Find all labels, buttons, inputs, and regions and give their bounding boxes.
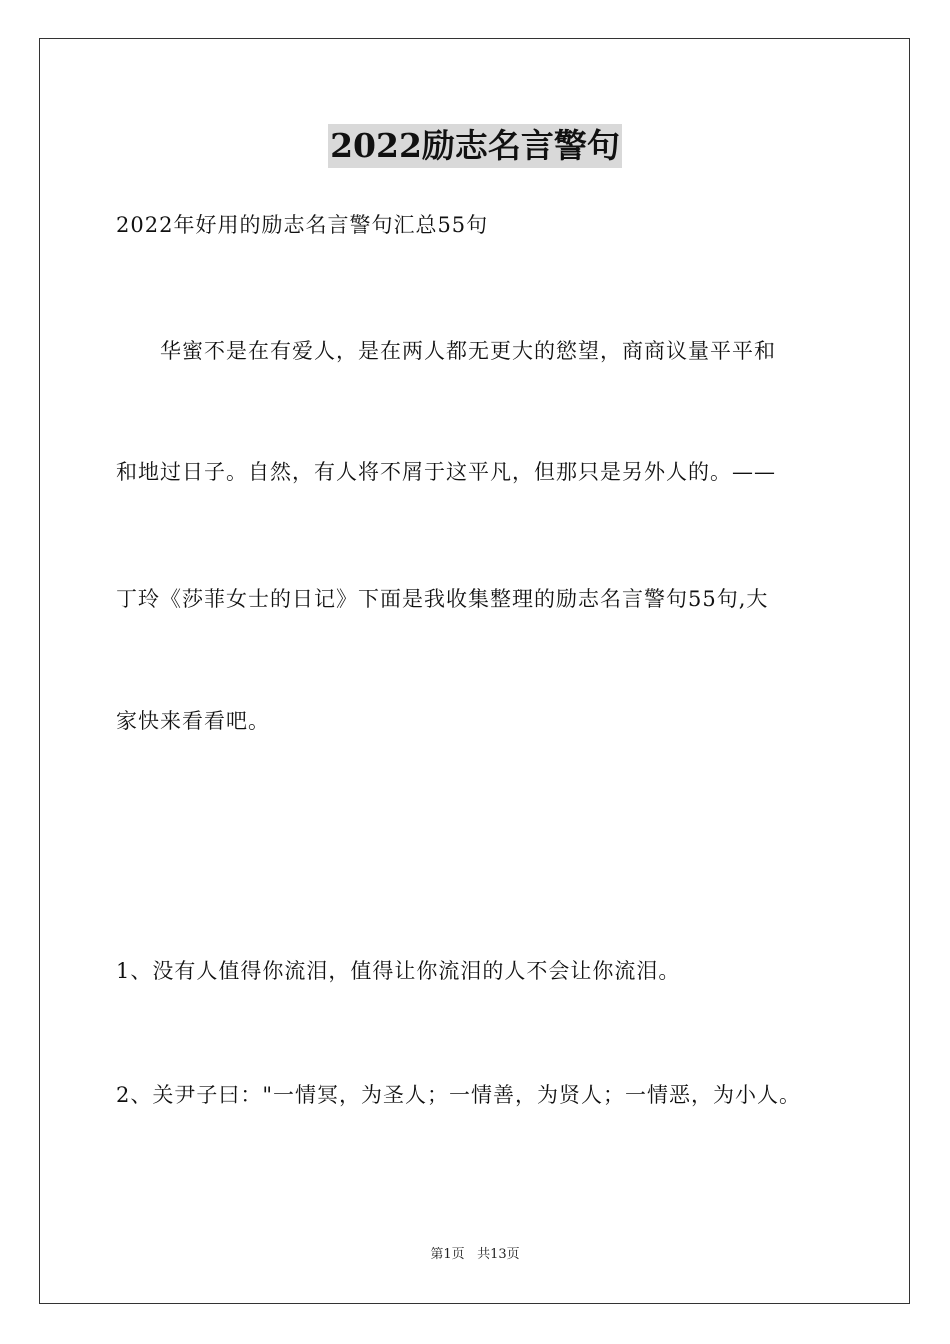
quote-item-1: 1、没有人值得你流泪，值得让你流泪的人不会让你流泪。 (116, 959, 681, 983)
document-title: 2022励志名言警句 (328, 124, 622, 168)
page-total: 共13页 (477, 1247, 520, 1262)
paragraph-line-3: 丁玲《莎菲女士的日记》下面是我收集整理的励志名言警句55句,大 (116, 587, 769, 611)
page-number: 第1页 (430, 1247, 465, 1262)
document-subtitle: 2022年好用的励志名言警句汇总55句 (116, 213, 489, 237)
paragraph-line-1: 华蜜不是在有爱人，是在两人都无更大的慾望，商商议量平平和 (160, 339, 776, 363)
paragraph-line-2: 和地过日子。自然，有人将不屑于这平凡，但那只是另外人的。—— (116, 460, 776, 484)
paragraph-line-4: 家快来看看吧。 (116, 709, 270, 733)
title-container (0, 124, 950, 168)
page-footer (0, 1246, 950, 1264)
quote-item-2: 2、关尹子曰："一情冥，为圣人；一情善，为贤人；一情恶，为小人。 (116, 1083, 802, 1107)
